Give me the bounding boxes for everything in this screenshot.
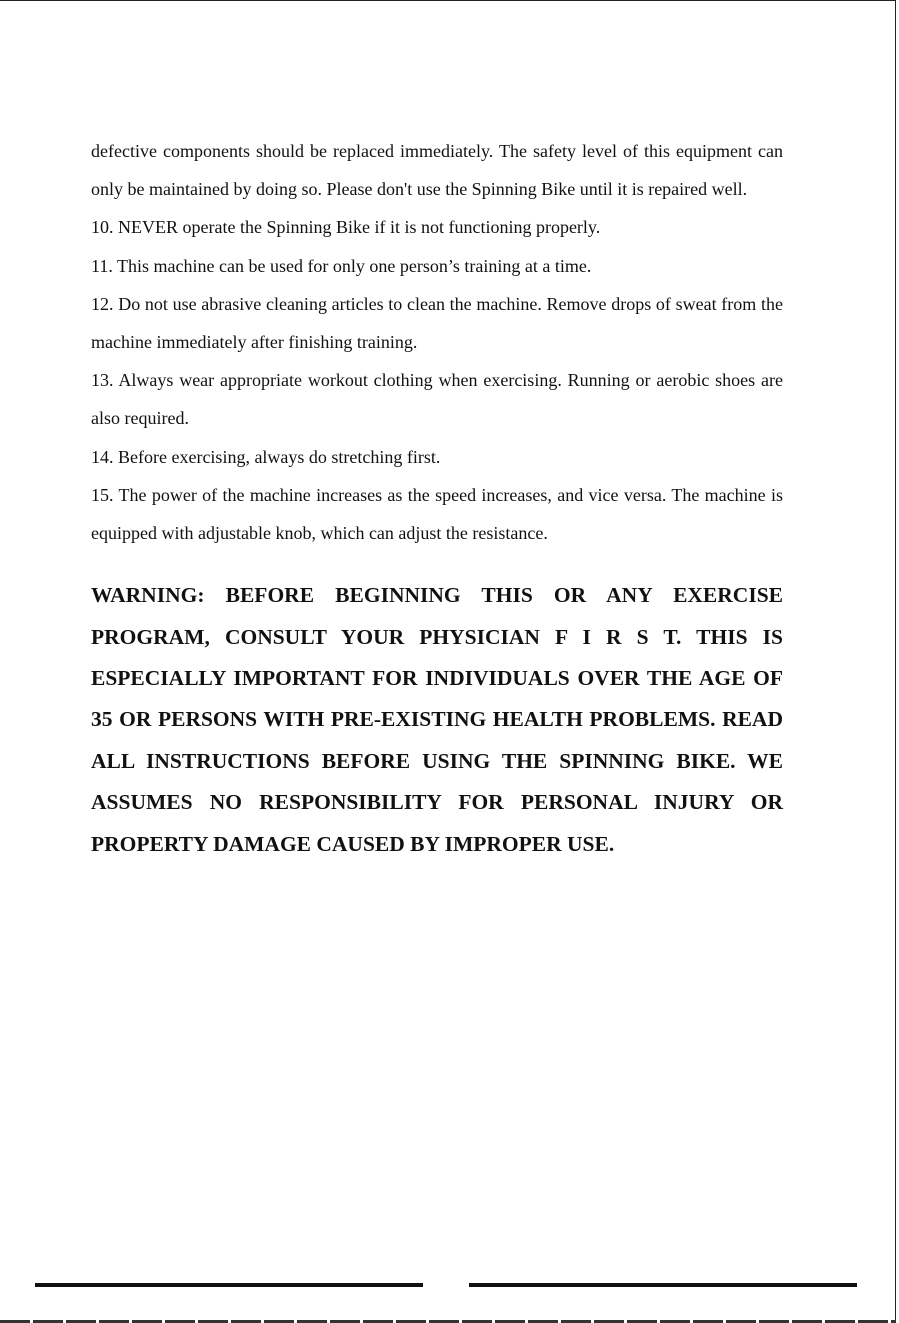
page-content: [91, 132, 783, 865]
list-item: 11. This machine can be used for only one person’s training at a time.: [91, 255, 592, 276]
footer-rule-left: [35, 1283, 423, 1287]
intro-paragraph: defective components should be replaced immediately. The safety level of this equipment can only be maintained by doing so. Please don't use the Spinning Bike until it is repaired well.: [91, 141, 783, 200]
warning-paragraph: WARNING: BEFORE BEGINNING THIS OR ANY EXERCISE PROGRAM, CONSULT YOUR PHYSICIAN F I R S T. THIS IS ESPECIALLY IMPORTANT FOR INDIVIDUALS OVER THE AGE OF 35 OR PERSONS WITH PRE-EXISTING HEALTH PROBLEMS. READ ALL INSTRUCTIONS BEFORE USING THE SPINNING BIKE. WE ASSUMES NO RESPONSIBILITY FOR PERSONAL INJURY OR PROPERTY DAMAGE CAUSED BY IMPROPER USE.: [91, 583, 783, 856]
footer-rule-right: [469, 1283, 857, 1287]
list-item: 10. NEVER operate the Spinning Bike if it is not functioning properly.: [91, 217, 601, 238]
safety-list: [91, 208, 783, 552]
list-item: 13. Always wear appropriate workout clothing when exercising. Running or aerobic shoes are also required.: [91, 370, 783, 429]
list-item: 12. Do not use abrasive cleaning articles to clean the machine. Remove drops of sweat from the machine immediately after finishing training.: [91, 293, 783, 353]
list-item: 15. The power of the machine increases as the speed increases, and vice versa. The machine is equipped with adjustable knob, which can adjust the resistance.: [91, 484, 783, 544]
list-item: 14. Before exercising, always do stretching first.: [91, 446, 441, 467]
